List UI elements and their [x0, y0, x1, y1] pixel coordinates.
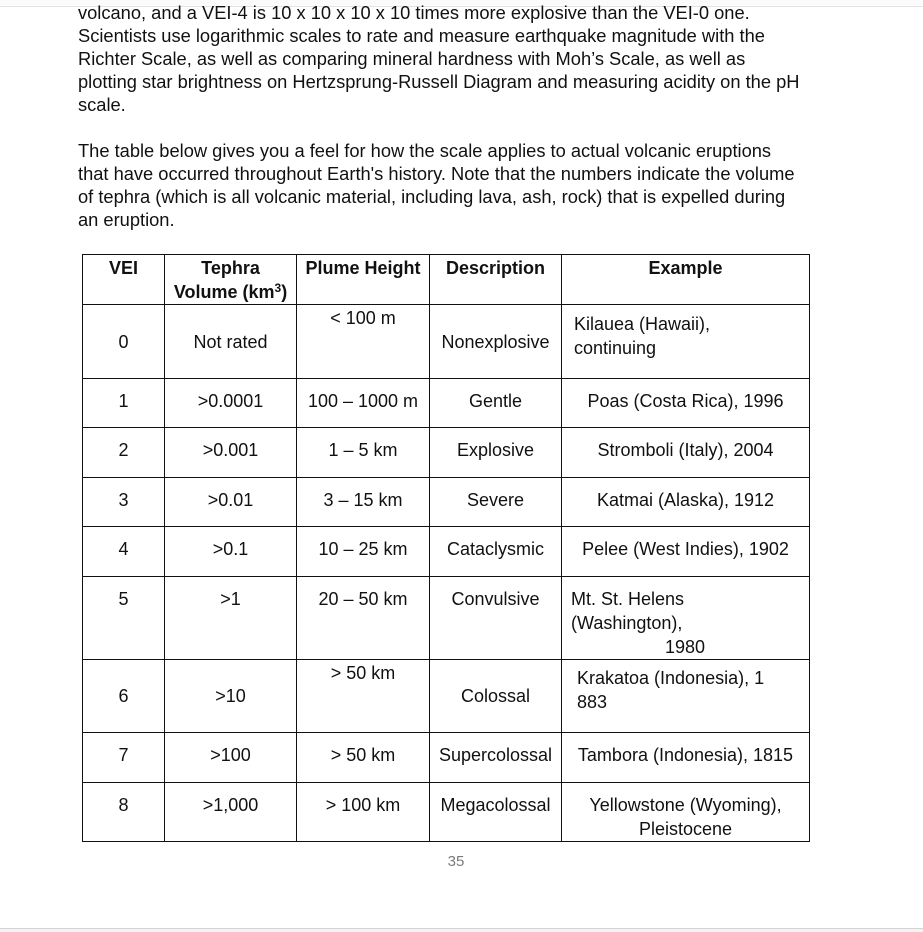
table-row — [83, 660, 810, 733]
cell-example — [562, 305, 810, 379]
cell-tephra: >0.0001 — [165, 379, 297, 428]
cell-example: Katmai (Alaska), 1912 — [562, 478, 810, 527]
cell-example: Tambora (Indonesia), 1815 — [562, 733, 810, 783]
header-tephra-unit: Volume (km — [173, 282, 275, 302]
cell-tephra: >100 — [165, 733, 297, 783]
example-line: Krakatoa (Indonesia), 1 — [577, 668, 765, 688]
text-line: an eruption. — [78, 209, 175, 230]
cell-plume: 100 – 1000 m — [297, 379, 430, 428]
cell-example — [562, 783, 810, 842]
text-line: of tephra (which is all volcanic material, including lava, ash, rock) that is expelled during — [78, 186, 786, 207]
vei-table — [82, 254, 810, 842]
cell-example: Pelee (West Indies), 1902 — [562, 527, 810, 577]
header-tephra-volume — [165, 255, 297, 305]
cell-vei: 2 — [83, 428, 165, 478]
table-row — [83, 577, 810, 660]
cell-plume: < 100 m — [297, 305, 430, 379]
cell-plume: 20 – 50 km — [297, 577, 430, 660]
cell-description: Explosive — [430, 428, 562, 478]
cell-vei: 4 — [83, 527, 165, 577]
cell-plume: 10 – 25 km — [297, 527, 430, 577]
example-line: (Washington), — [571, 613, 683, 633]
text-line: Scientists use logarithmic scales to rate and measure earthquake magnitude with the — [78, 25, 765, 46]
example-line: Mt. St. Helens — [571, 589, 685, 609]
header-tephra-sup: 3 — [274, 281, 282, 295]
cell-vei: 5 — [83, 577, 165, 660]
cell-plume: > 50 km — [297, 660, 430, 733]
cell-description: Severe — [430, 478, 562, 527]
text-line: Richter Scale, as well as comparing mineral hardness with Moh’s Scale, as well as — [78, 48, 746, 69]
cell-description: Colossal — [430, 660, 562, 733]
cell-vei: 6 — [83, 660, 165, 733]
example-line: continuing — [574, 337, 657, 358]
example-line: Kilauea (Hawaii), — [574, 313, 711, 334]
cell-plume: > 100 km — [297, 783, 430, 842]
cell-description: Megacolossal — [430, 783, 562, 842]
header-description: Description — [430, 255, 562, 305]
table-row — [83, 733, 810, 783]
table-row — [83, 428, 810, 478]
cell-tephra: >0.01 — [165, 478, 297, 527]
text-line: volcano, and a VEI-4 is 10 x 10 x 10 x 10 times more explosive than the VEI-0 one. — [78, 2, 750, 23]
example-line: 883 — [577, 692, 608, 712]
table-row — [83, 527, 810, 577]
header-tephra-line1: Tephra — [201, 258, 260, 278]
header-plume-height: Plume Height — [297, 255, 430, 305]
text-line: that have occurred throughout Earth's history. Note that the numbers indicate the volume — [78, 163, 795, 184]
cell-description: Convulsive — [430, 577, 562, 660]
text-line: scale. — [78, 94, 126, 115]
cell-vei: 3 — [83, 478, 165, 527]
header-tephra-line2 — [174, 282, 287, 302]
cell-description: Gentle — [430, 379, 562, 428]
example-line: 1980 — [665, 637, 706, 657]
header-tephra-close: ) — [281, 282, 288, 302]
cell-tephra: >1 — [165, 577, 297, 660]
cell-tephra: >1,000 — [165, 783, 297, 842]
table-header-row — [83, 255, 810, 305]
cell-vei: 7 — [83, 733, 165, 783]
cell-vei: 8 — [83, 783, 165, 842]
example-line: Pleistocene — [638, 819, 733, 839]
cell-vei: 0 — [83, 305, 165, 379]
table-row — [83, 305, 810, 379]
cell-vei: 1 — [83, 379, 165, 428]
cell-tephra: Not rated — [165, 305, 297, 379]
cell-example: Poas (Costa Rica), 1996 — [562, 379, 810, 428]
cell-example — [562, 577, 810, 660]
cell-plume: 3 – 15 km — [297, 478, 430, 527]
page-number: 35 — [447, 853, 465, 870]
table-intro-paragraph — [78, 139, 848, 231]
cell-description: Supercolossal — [430, 733, 562, 783]
header-vei: VEI — [83, 255, 165, 305]
header-example: Example — [562, 255, 810, 305]
example-line: Yellowstone (Wyoming), — [589, 795, 782, 815]
page-bottom-edge — [0, 928, 923, 932]
cell-tephra: >0.001 — [165, 428, 297, 478]
cell-tephra: >10 — [165, 660, 297, 733]
text-line: plotting star brightness on Hertzsprung-Russell Diagram and measuring acidity on the pH — [78, 71, 800, 92]
cell-description: Nonexplosive — [430, 305, 562, 379]
cell-example — [562, 660, 810, 733]
cell-example: Stromboli (Italy), 2004 — [562, 428, 810, 478]
text-line: The table below gives you a feel for how the scale applies to actual volcanic eruptions — [78, 140, 772, 161]
intro-paragraph — [78, 1, 848, 116]
table-row — [83, 379, 810, 428]
cell-plume: 1 – 5 km — [297, 428, 430, 478]
cell-description: Cataclysmic — [430, 527, 562, 577]
cell-plume: > 50 km — [297, 733, 430, 783]
cell-tephra: >0.1 — [165, 527, 297, 577]
table-row — [83, 783, 810, 842]
table-row — [83, 478, 810, 527]
